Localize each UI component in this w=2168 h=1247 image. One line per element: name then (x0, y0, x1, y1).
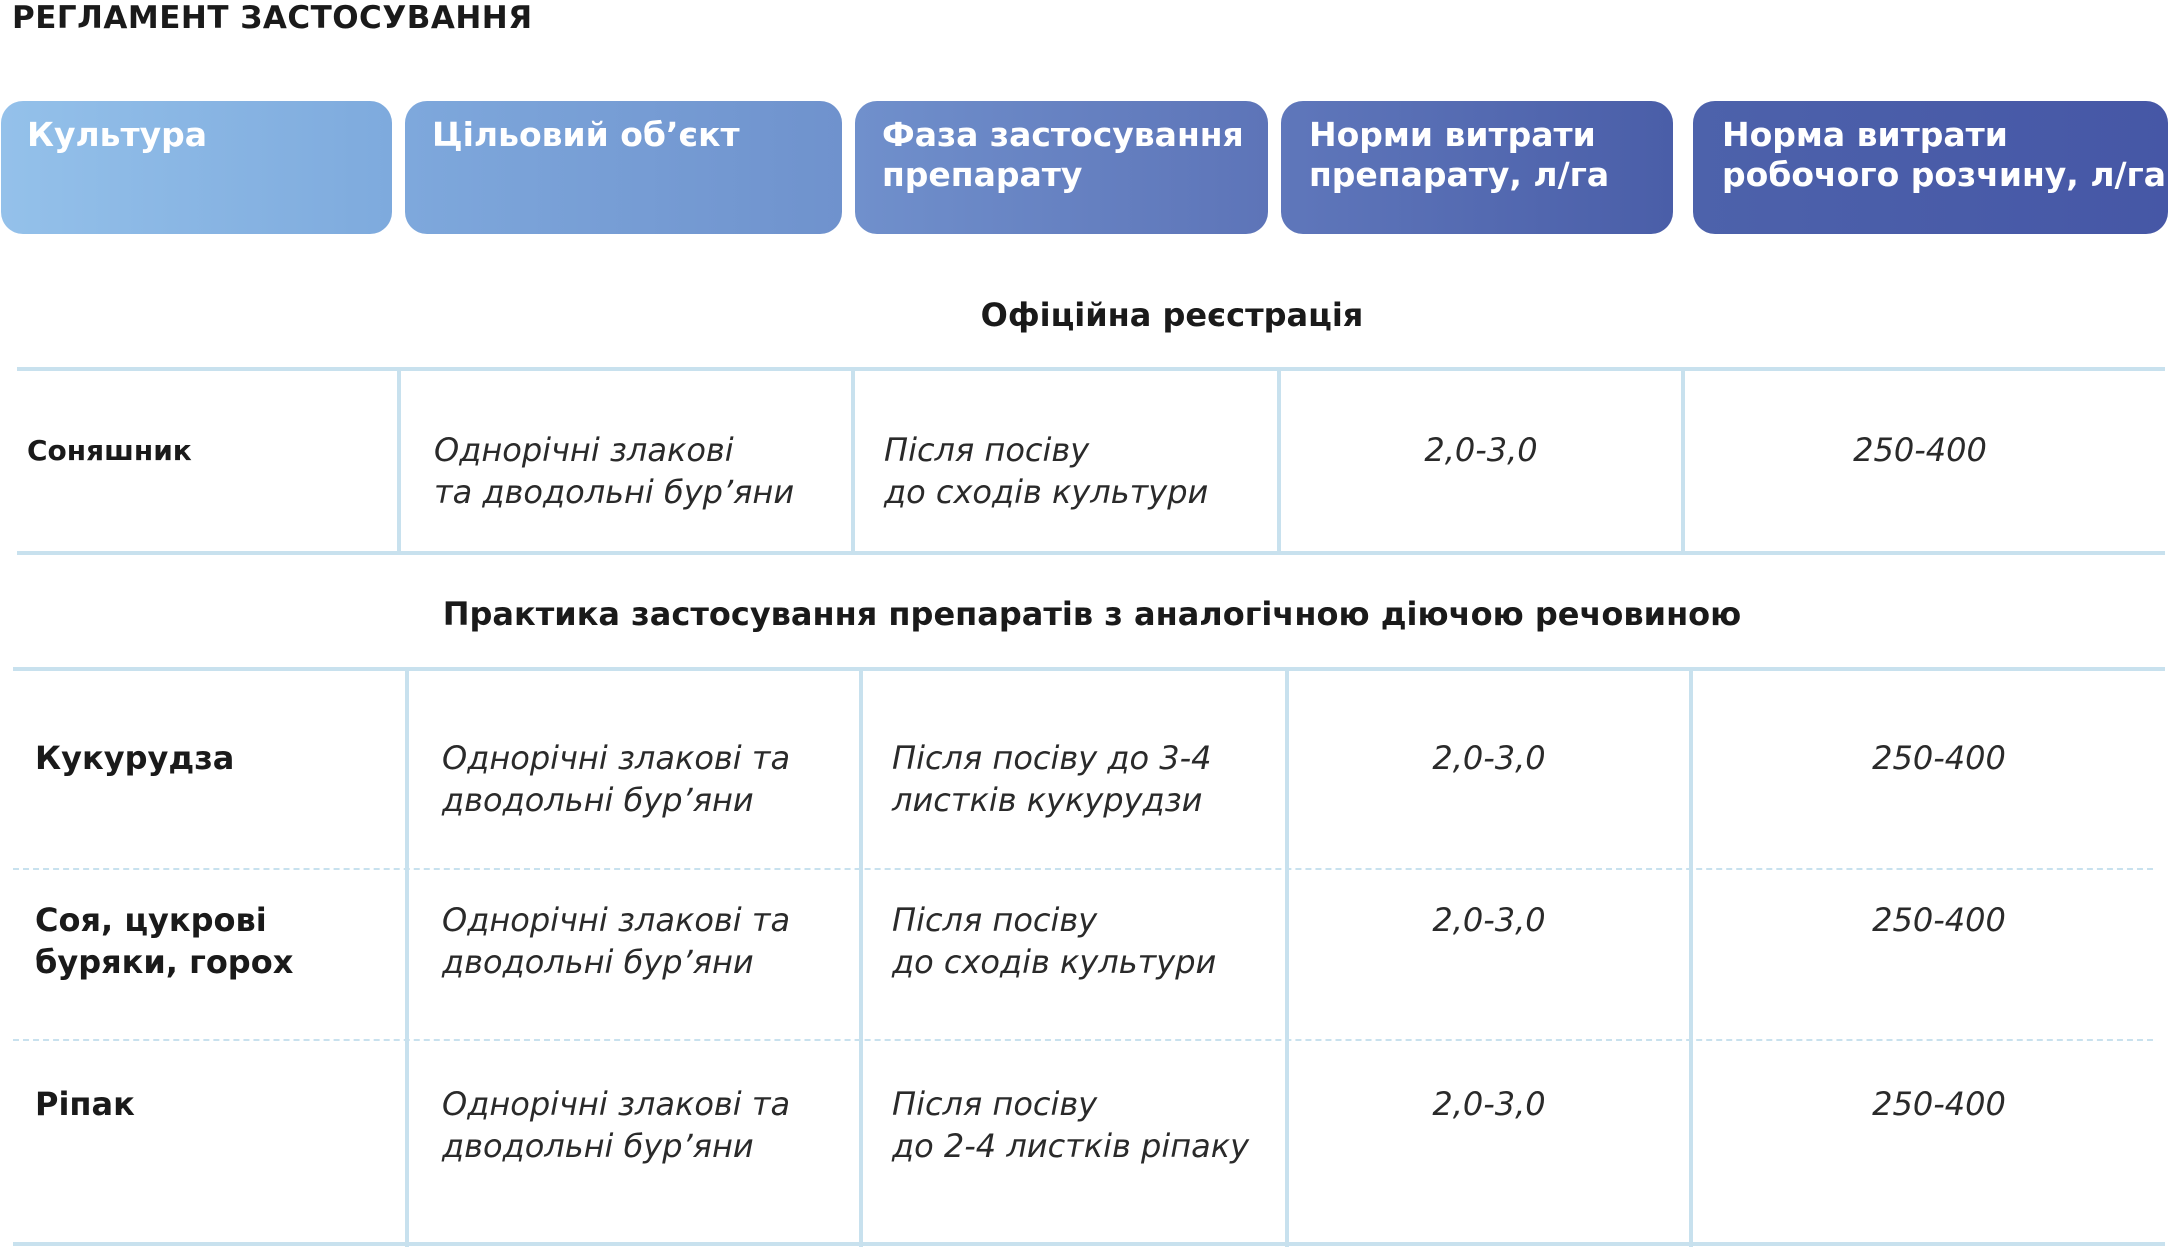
header-phase (855, 101, 1268, 234)
practice-solution-cell: 250-400 (1872, 1085, 2006, 1123)
header-crop-label: Культура (27, 115, 208, 154)
official-crop-cell: Соняшник (27, 434, 192, 467)
practice-target-cell: Однорічні злакові та дводольні бур’яни (442, 1085, 791, 1165)
official-top-border (17, 367, 2165, 371)
practice-bottom-border (13, 1242, 2165, 1246)
practice-target-cell: Однорічні злакові та дводольні бур’яни (442, 901, 791, 981)
official-col-divider (397, 367, 401, 555)
practice-rate-cell: 2,0-3,0 (1432, 1085, 1546, 1123)
header-rate (1281, 101, 1673, 234)
official-col-divider (851, 367, 855, 555)
page-title: РЕГЛАМЕНТ ЗАСТОСУВАННЯ (12, 0, 533, 36)
practice-crop-cell: Кукурудза (35, 739, 235, 777)
header-phase-label: Фаза застосування препарату (882, 115, 1244, 194)
practice-phase-cell: Після посіву до 2-4 листків ріпаку (892, 1085, 1250, 1165)
practice-col-divider (859, 667, 863, 1247)
official-section-title: Офіційна реєстрація (980, 296, 1364, 334)
practice-rate-cell: 2,0-3,0 (1432, 739, 1546, 777)
official-rate-cell: 2,0-3,0 (1424, 431, 1538, 469)
practice-top-border (13, 667, 2165, 671)
practice-phase-cell: Після посіву до 3-4 листків кукурудзи (892, 739, 1212, 819)
practice-rate-cell: 2,0-3,0 (1432, 901, 1546, 939)
header-target-label: Цільовий об’єкт (432, 115, 740, 154)
practice-phase-cell: Після посіву до сходів культури (892, 901, 1217, 981)
official-bottom-border (17, 551, 2165, 555)
header-rate-label: Норми витрати препарату, л/га (1309, 115, 1610, 194)
header-solution-label: Норма витрати робочого розчину, л/га (1722, 115, 2167, 194)
practice-crop-cell: Ріпак (35, 1085, 135, 1123)
official-phase-cell: Після посіву до сходів культури (884, 431, 1209, 511)
practice-row-separator (13, 1039, 2153, 1041)
practice-solution-cell: 250-400 (1872, 739, 2006, 777)
official-target-cell: Однорічні злакові та дводольні бур’яни (434, 431, 795, 511)
practice-section-title: Практика застосування препаратів з аналогічною діючою речовиною (442, 595, 1742, 633)
header-target (405, 101, 842, 234)
header-solution (1693, 101, 2168, 234)
practice-target-cell: Однорічні злакові та дводольні бур’яни (442, 739, 791, 819)
practice-row-separator (13, 868, 2153, 870)
practice-solution-cell: 250-400 (1872, 901, 2006, 939)
official-solution-cell: 250-400 (1853, 431, 1987, 469)
practice-crop-cell: Соя, цукрові буряки, горох (35, 901, 294, 981)
practice-col-divider (405, 667, 409, 1247)
header-crop (1, 101, 392, 234)
